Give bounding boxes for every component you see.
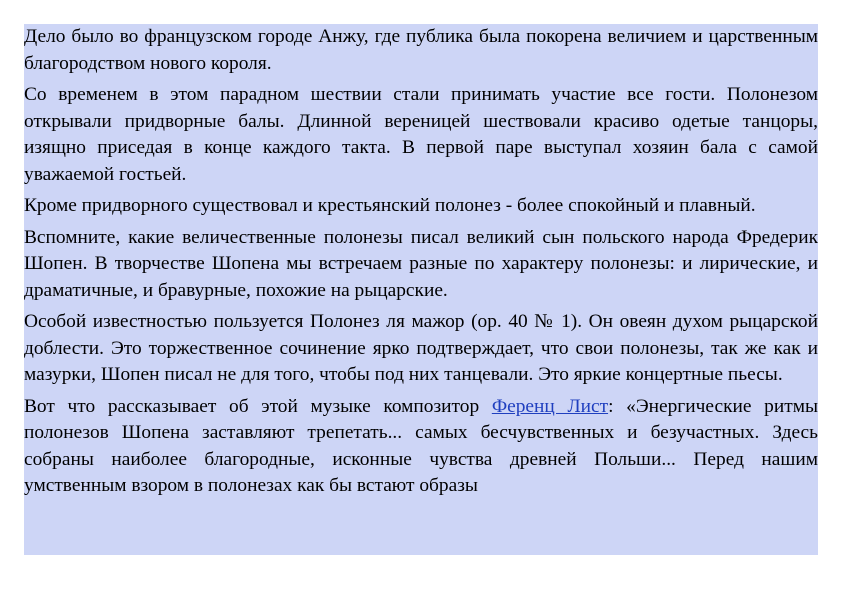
liszt-link[interactable]: Ференц Лист: [491, 395, 609, 417]
liszt-quote-intro: Вот что рассказывает об этой музыке композитор: [24, 395, 492, 417]
paragraph-liszt-quote: [24, 394, 818, 500]
liszt-quote-text: : «Энергические ритмы полонезов Шопена заставляют трепетать... самых бесчувственных и безучастных. Здесь собраны наиболее благородные, исконные чувства древней Польши... Перед нашим умственным взором в полонезах как бы встают образы: [24, 395, 818, 496]
paragraph-peasant-polonaise: Кроме придворного существовал и крестьянский полонез - более спокойный и плавный.: [24, 195, 756, 216]
paragraph-anjou: Дело было во французском городе Анжу, где публика была покорена величием и царственным благородством нового короля.: [24, 26, 818, 74]
paragraph-court-balls: Со временем в этом парадном шествии стали принимать участие все гости. Полонезом открывали придворные балы. Длинной вереницей шествовали красиво одетые танцоры, изящно приседая в конце каждого такта. В первой паре выступал хозяин бала с самой уважаемой гостьей.: [24, 84, 818, 185]
paragraph-chopin: Вспомните, какие величественные полонезы писал великий сын польского народа Фредерик Шопен. В творчестве Шопена мы встречаем разные по характеру полонезы: и лирические, и драматичные, и бравурные, похожие на рыцарские.: [24, 226, 818, 301]
text-block: [24, 24, 818, 555]
paragraph-polonaise-a-major: Особой известностью пользуется Полонез ля мажор (op. 40 № 1). Он овеян духом рыцарской доблести. Это торжественное сочинение ярко подтверждает, что свои полонезы, так же как и мазурки, Шопен писал не для того, чтобы под них танцевали. Это яркие концертные пьесы.: [24, 311, 818, 385]
